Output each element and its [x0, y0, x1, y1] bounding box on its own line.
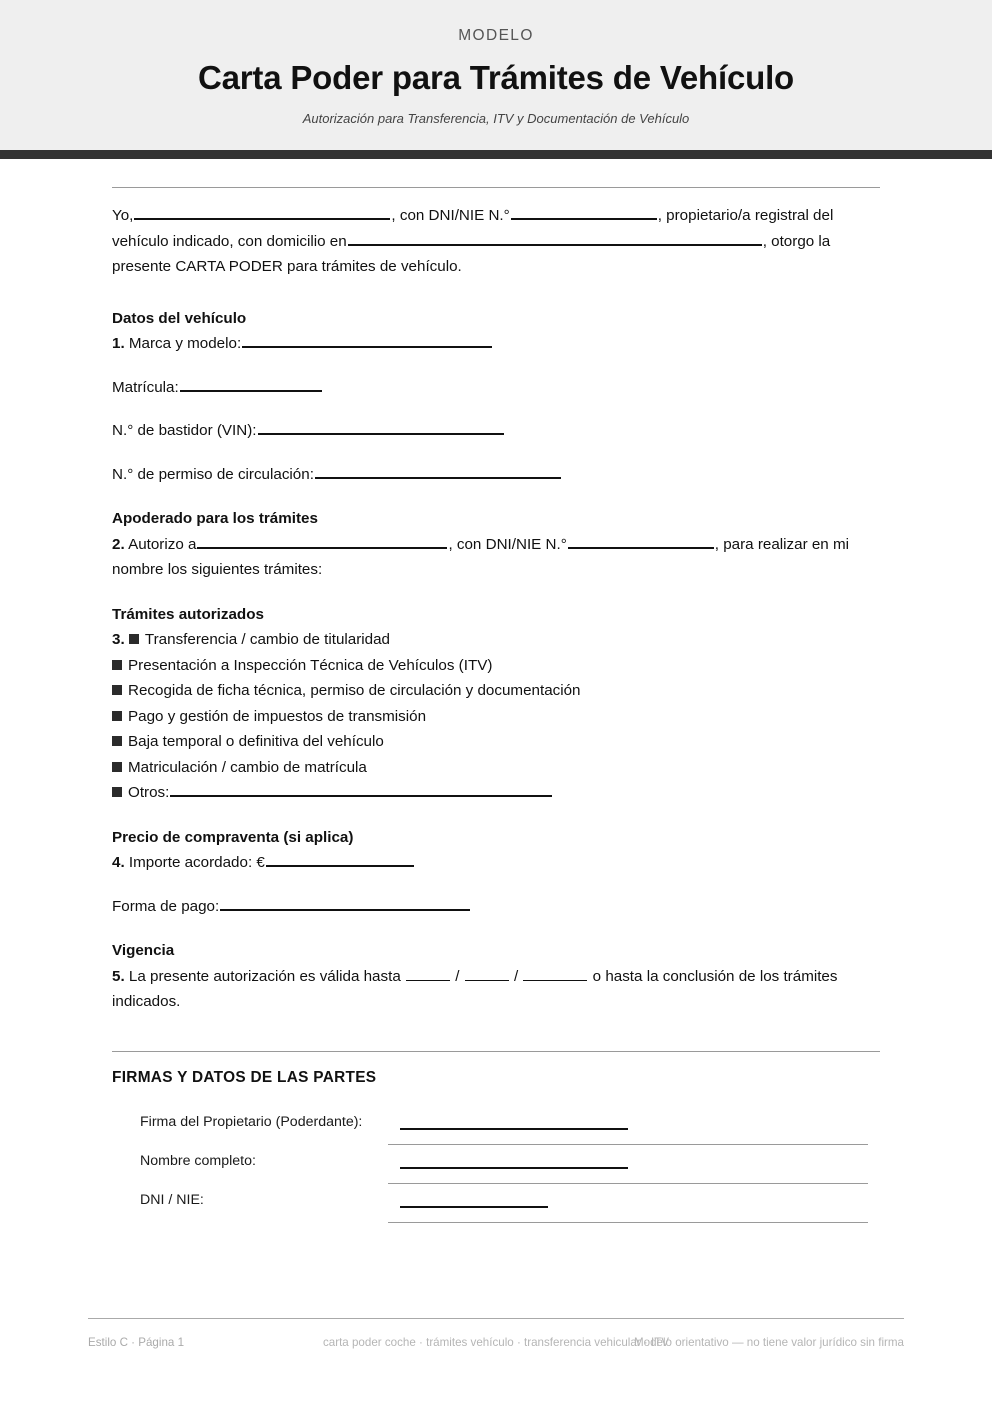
marca-modelo-blank[interactable]: [242, 333, 492, 348]
agent-text-b: , con DNI/NIE N.°: [448, 535, 567, 553]
label-vin: N.° de bastidor (VIN):: [112, 422, 257, 439]
owner-name-blank[interactable]: [134, 205, 390, 220]
signature-baseline-rule: [388, 1144, 868, 1145]
section-heading-vigencia: Vigencia: [112, 942, 175, 959]
date-separator-2: /: [513, 967, 519, 985]
label-importe: Importe acordado: €: [128, 854, 265, 871]
intro-text-a: Yo,: [112, 207, 134, 224]
matricula-blank[interactable]: [180, 377, 322, 392]
field-forma-pago: [112, 894, 880, 920]
checkbox-row[interactable]: [112, 627, 880, 653]
permiso-circulacion-blank[interactable]: [315, 464, 561, 479]
checkbox-label: Recogida de ficha técnica, permiso de circulación y documentación: [128, 682, 581, 699]
signature-fill-line[interactable]: [400, 1167, 628, 1169]
document-subtitle: Autorización para Transferencia, ITV y Documentación de Vehículo: [302, 111, 690, 126]
vigencia-day-blank[interactable]: [406, 967, 450, 981]
checkbox-row[interactable]: [112, 653, 880, 679]
checkbox-icon[interactable]: [112, 685, 122, 695]
agent-name-blank[interactable]: [197, 534, 447, 549]
checkbox-icon[interactable]: [129, 634, 139, 644]
otros-blank[interactable]: [170, 782, 552, 797]
checkbox-icon[interactable]: [112, 711, 122, 721]
vigencia-text-b: o hasta la conclusión de los trámites indicados.: [112, 967, 838, 1010]
label-matricula: Matrícula:: [112, 378, 179, 396]
checkbox-label: Baja temporal o definitiva del vehículo: [128, 733, 384, 750]
signature-fill-line[interactable]: [400, 1206, 548, 1208]
checkbox-label: Transferencia / cambio de titularidad: [144, 631, 390, 648]
checkbox-row[interactable]: [112, 755, 880, 781]
signature-label: DNI / NIE:: [140, 1191, 204, 1208]
signature-fill-line[interactable]: [400, 1128, 628, 1130]
field-permiso-circulacion: [112, 462, 880, 488]
signature-section-title: FIRMAS Y DATOS DE LAS PARTES: [112, 1068, 377, 1086]
label-forma-pago: Forma de pago:: [112, 897, 220, 915]
field-vin: [112, 418, 880, 444]
document-footer: [0, 1310, 992, 1380]
item-number-4: 4.: [112, 854, 125, 871]
item-number-1: 1.: [112, 335, 125, 352]
date-separator-1: /: [455, 967, 460, 985]
paragraph-vigencia: [112, 964, 880, 1015]
checkbox-label: Presentación a Inspección Técnica de Vehículos (ITV): [128, 656, 493, 674]
document-kicker: MODELO: [458, 27, 534, 44]
footer-style-page: Estilo C · Página 1: [88, 1336, 185, 1349]
checkbox-row-otros[interactable]: [112, 780, 880, 806]
intro-text-d: , otorgo la presente CARTA PODER para trámites de vehículo.: [112, 232, 831, 275]
checkbox-row[interactable]: [112, 678, 880, 704]
agent-dni-blank[interactable]: [568, 534, 714, 549]
checkbox-row[interactable]: [112, 704, 880, 730]
owner-dni-blank[interactable]: [511, 205, 657, 220]
checkbox-label: Pago y gestión de impuestos de transmisión: [128, 707, 427, 725]
item-number-3: 3.: [112, 631, 125, 648]
intro-paragraph: [112, 203, 880, 280]
content-top-rule: [112, 187, 880, 188]
vin-blank[interactable]: [258, 420, 504, 435]
vigencia-year-blank[interactable]: [523, 967, 587, 981]
document-page: [0, 159, 992, 1228]
checkbox-icon[interactable]: [112, 736, 122, 746]
footer-rule: [88, 1318, 904, 1319]
footer-keywords: carta poder coche · trámites vehículo · transferencia vehicular · ITV: [322, 1336, 670, 1349]
section-heading-vehiculo: Datos del vehículo: [112, 309, 247, 327]
intro-text-c: , propietario/a registral del vehículo indicado, con domicilio en: [112, 207, 834, 250]
section-heading-tramites: Trámites autorizados: [112, 605, 264, 623]
signature-row-firma: [112, 1111, 880, 1150]
header-divider-bar: [0, 150, 992, 159]
signature-baseline-rule: [388, 1222, 868, 1223]
checkbox-icon[interactable]: [112, 762, 122, 772]
agent-text-a: Autorizo a: [128, 535, 197, 553]
label-permiso-circulacion: N.° de permiso de circulación:: [112, 465, 314, 483]
signature-row-dni: [112, 1189, 880, 1228]
page-title: Carta Poder para Trámites de Vehículo: [198, 59, 794, 96]
checkbox-icon[interactable]: [112, 660, 122, 670]
importe-blank[interactable]: [266, 852, 414, 867]
forma-pago-blank[interactable]: [220, 896, 470, 911]
signature-label: Nombre completo:: [140, 1152, 256, 1169]
checkbox-row[interactable]: [112, 729, 880, 755]
checkbox-label-otros: Otros:: [128, 784, 170, 801]
section-heading-apoderado: Apoderado para los trámites: [112, 510, 318, 527]
vigencia-month-blank[interactable]: [465, 967, 509, 981]
agent-text-c: , para realizar en mi nombre los siguientes trámites:: [112, 535, 849, 578]
field-matricula: [112, 375, 880, 401]
signature-section-rule: [112, 1051, 880, 1052]
checkbox-label: Matriculación / cambio de matrícula: [128, 758, 367, 776]
signature-baseline-rule: [388, 1183, 868, 1184]
owner-address-blank[interactable]: [348, 231, 762, 246]
vigencia-text-a: La presente autorización es válida hasta: [128, 967, 401, 985]
item-number-2: 2.: [112, 535, 125, 553]
signature-label: Firma del Propietario (Poderdante):: [140, 1113, 363, 1130]
field-marca-modelo: [112, 331, 880, 357]
section-heading-precio: Precio de compraventa (si aplica): [112, 828, 354, 846]
label-marca-modelo: Marca y modelo:: [128, 335, 242, 352]
document-header: [0, 0, 992, 150]
footer-disclaimer: Modelo orientativo — no tiene valor jurídico sin firma: [633, 1336, 904, 1349]
signature-row-nombre: [112, 1150, 880, 1189]
field-importe: [112, 850, 880, 876]
item-number-5: 5.: [112, 967, 125, 985]
paragraph-apoderado: [112, 532, 880, 583]
intro-text-b: , con DNI/NIE N.°: [391, 207, 510, 224]
checkbox-icon[interactable]: [112, 787, 122, 797]
